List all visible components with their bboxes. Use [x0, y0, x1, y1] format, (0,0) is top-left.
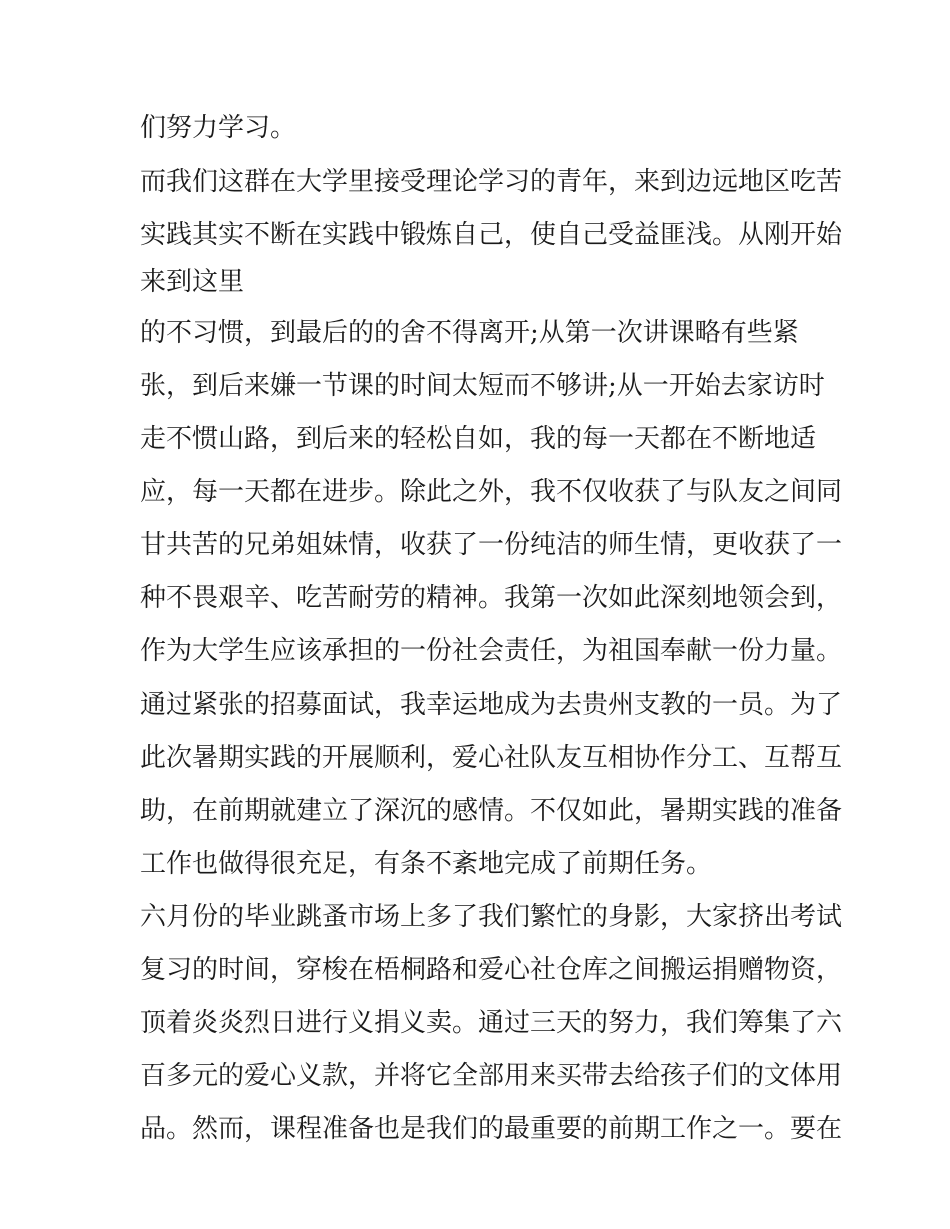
text-line: 的不习惯，到最后的的舍不得离开;从第一次讲课略有些紧 — [140, 318, 799, 348]
text-line: 助，在前期就建立了深沉的感情。不仅如此，暑期实践的准备 — [140, 796, 843, 826]
text-line: 此次暑期实践的开展顺利，爱心社队友互相协作分工、互帮互 — [140, 743, 843, 773]
text-line: 实践其实不断在实践中锻炼自己，使自己受益匪浅。从刚开始 — [140, 220, 843, 250]
text-line: 们努力学习。 — [140, 113, 297, 143]
text-line: 而我们这群在大学里接受理论学习的青年，来到边远地区吃苦 — [140, 167, 843, 197]
text-line: 工作也做得很充足，有条不紊地完成了前期任务。 — [140, 849, 713, 879]
text-line: 甘共苦的兄弟姐妹情，收获了一份纯洁的师生情，更收获了一 — [140, 530, 843, 560]
text-line: 通过紧张的招募面试，我幸运地成为去贵州支教的一员。为了 — [140, 690, 843, 720]
text-line: 六月份的毕业跳蚤市场上多了我们繁忙的身影，大家挤出考试 — [140, 902, 843, 932]
text-line: 百多元的爱心义款，并将它全部用来买带去给孩子们的文体用 — [140, 1061, 843, 1091]
text-line: 复习的时间，穿梭在梧桐路和爱心社仓库之间搬运捐赠物资， — [140, 955, 843, 985]
text-line: 顶着炎炎烈日进行义捐义卖。通过三天的努力，我们筹集了六 — [140, 1008, 843, 1038]
text-line: 种不畏艰辛、吃苦耐劳的精神。我第一次如此深刻地领会到， — [140, 583, 843, 613]
text-line: 品。然而，课程准备也是我们的最重要的前期工作之一。要在 — [140, 1114, 843, 1144]
text-line: 应，每一天都在进步。除此之外，我不仅收获了与队友之间同 — [140, 477, 843, 507]
text-line: 来到这里 — [140, 267, 245, 297]
text-line: 走不惯山路，到后来的轻松自如，我的每一天都在不断地适 — [140, 424, 817, 454]
text-line: 张，到后来嫌一节课的时间太短而不够讲;从一开始去家访时 — [140, 371, 825, 401]
text-line: 作为大学生应该承担的一份社会责任，为祖国奉献一份力量。 — [140, 636, 843, 666]
